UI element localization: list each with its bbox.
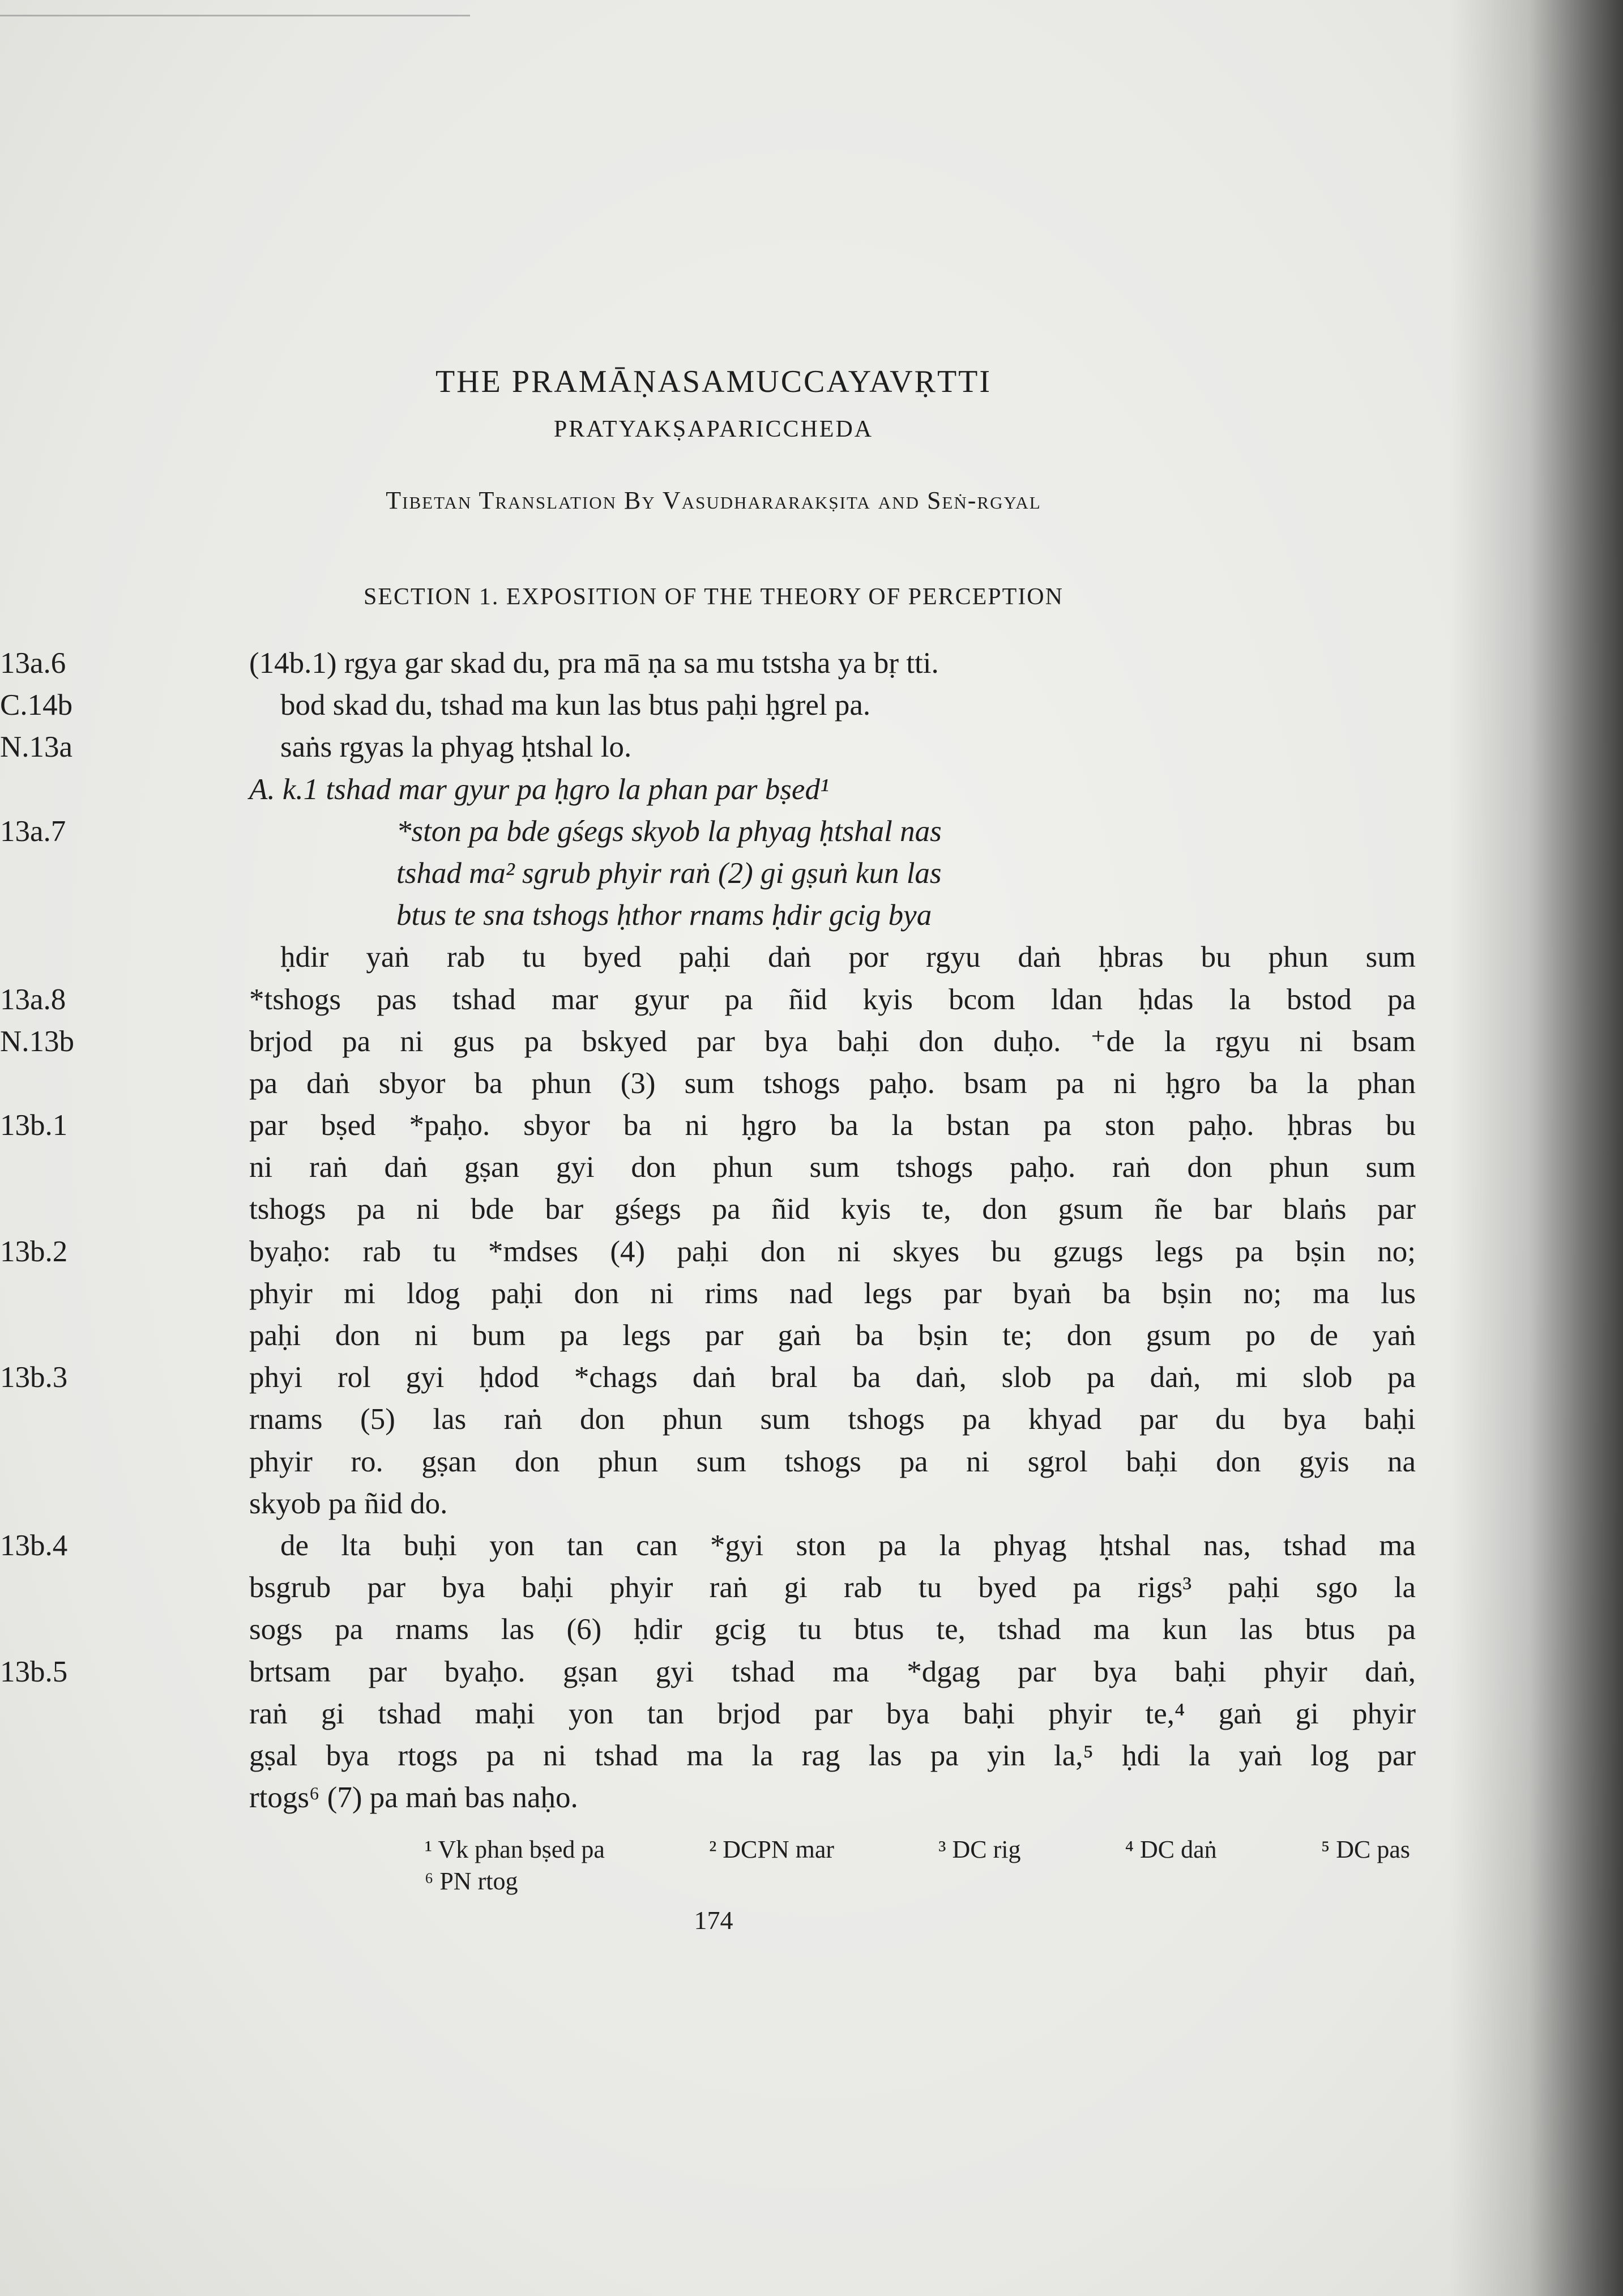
margin-reference: 13b.5 [0,1655,68,1688]
page-number: 174 [694,1906,733,1935]
page-subtitle: PRATYAKṢAPARICCHEDA [553,416,874,442]
line-text: btus te sna tshogs ḥthor rnams ḥdir gcig bya [396,899,932,932]
line-text: tshogs pa ni bde bar gśegs pa ñid kyis te, don gsum ñe bar blaṅs par [249,1193,1416,1226]
text-line [0,684,1416,726]
text-line [0,1651,1416,1693]
footnote: ⁵ DC pas [1321,1836,1410,1863]
text-line [249,1735,1416,1777]
text-line [0,642,1416,684]
footnotes [425,1834,1410,1897]
text-line [249,1315,1416,1356]
page-title: THE PRAMĀṆASAMUCCAYAVṚTTI [435,364,992,399]
line-text: rtogs⁶ (7) pa maṅ bas naḥo. [249,1781,578,1815]
text-line [0,1356,1416,1398]
footnote: ¹ Vk phan bṣed pa [425,1836,605,1863]
line-text: saṅs rgyas la phyag ḥtshal lo. [280,731,632,764]
text-line [249,1483,1416,1525]
line-text: (14b.1) rgya gar skad du, pra mā ṇa sa mu tstsha ya bṛ tti. [249,647,939,680]
text-line [249,1188,1416,1230]
line-text: brjod pa ni gus pa bskyed par bya baḥi don duḥo. ⁺de la rgyu ni bsam [249,1025,1416,1058]
line-text: A. k.1 tshad mar gyur pa ḥgro la phan par bṣed¹ [249,773,829,806]
margin-reference: 13b.1 [0,1109,68,1142]
line-text: paḥi don ni bum pa legs par gaṅ ba bṣin te; don gsum po de yaṅ [249,1319,1416,1352]
text-line [0,1104,1416,1146]
margin-reference: N.13a [0,731,73,764]
line-text: brtsam par byaḥo. gṣan gyi tshad ma *dgag par bya baḥi phyir daṅ, [249,1655,1416,1688]
line-text: rnams (5) las raṅ don phun sum tshogs pa khyad par du bya baḥi [249,1403,1416,1436]
margin-reference: 13b.4 [0,1529,68,1562]
line-text: sogs pa rnams las (6) ḥdir gcig tu btus te, tshad ma kun las btus pa [249,1613,1416,1646]
line-text: byaḥo: rab tu *mdses (4) paḥi don ni skyes bu gzugs legs pa bṣin no; [249,1235,1416,1268]
text-line [0,726,1416,768]
line-text: *tshogs pas tshad mar gyur pa ñid kyis bcom ldan ḥdas la bstod pa [249,983,1416,1016]
line-text: *ston pa bde gśegs skyob la phyag ḥtshal nas [396,814,942,848]
footnote: ⁶ PN rtog [425,1867,518,1895]
text-line [249,1777,1416,1819]
top-rule [0,15,470,16]
line-text: pa daṅ sbyor ba phun (3) sum tshogs paḥo. bsam pa ni ḥgro ba la phan [249,1066,1416,1100]
text-line [249,936,1416,978]
text-line [0,810,1416,852]
text-line [249,1146,1416,1188]
line-text: skyob pa ñid do. [249,1487,448,1520]
line-text: ḥdir yaṅ rab tu byed paḥi daṅ por rgyu daṅ ḥbras bu phun sum [280,941,1416,974]
margin-reference: 13b.2 [0,1235,68,1268]
line-text: tshad ma² sgrub phyir raṅ (2) gi gṣuṅ kun las [396,856,942,890]
text-line [249,1062,1416,1104]
text-body [0,642,1416,1819]
line-text: raṅ gi tshad maḥi yon tan brjod par bya baḥi phyir te,⁴ gaṅ gi phyir [249,1697,1416,1730]
line-text: ni raṅ daṅ gṣan gyi don phun sum tshogs paḥo. raṅ don phun sum [249,1151,1416,1184]
margin-reference: C.14b [0,689,73,722]
line-text: gṣal bya rtogs pa ni tshad ma la rag las pa yin la,⁵ ḥdi la yaṅ log par [249,1739,1416,1772]
text-line [249,1693,1416,1735]
text-line [0,979,1416,1021]
text-line [249,1567,1416,1608]
text-line [249,1273,1416,1315]
line-text: phyir mi ldog paḥi don ni rims nad legs par byaṅ ba bṣin no; ma lus [249,1277,1416,1310]
text-line [249,1441,1416,1483]
text-line [249,852,1416,894]
text-line [0,1525,1416,1567]
text-line [249,1398,1416,1440]
margin-reference: 13b.3 [0,1361,68,1394]
line-text: bsgrub par bya baḥi phyir raṅ gi rab tu byed pa rigs³ paḥi sgo la [249,1571,1416,1604]
line-text: de lta buḥi yon tan can *gyi ston pa la phyag ḥtshal nas, tshad ma [280,1529,1416,1562]
footnote-row [425,1834,1410,1866]
section-heading: SECTION 1. EXPOSITION OF THE THEORY OF PERCEPTION [364,584,1064,610]
line-text: phyir ro. gṣan don phun sum tshogs pa ni sgrol baḥi don gyis na [249,1445,1416,1478]
text-line [0,1231,1416,1273]
text-line [249,894,1416,936]
translation-credit: Tibetan Translation By Vasudhararakṣita and Seṅ-rgyal [386,486,1041,514]
footnote: ² DCPN mar [709,1836,835,1863]
footnote: ⁴ DC daṅ [1125,1836,1217,1863]
text-line [249,769,1416,810]
footnote: ³ DC rig [938,1836,1021,1863]
line-text: par bṣed *paḥo. sbyor ba ni ḥgro ba la bstan pa ston paḥo. ḥbras bu [249,1109,1416,1142]
line-text: bod skad du, tshad ma kun las btus paḥi ḥgrel pa. [280,689,871,722]
text-line [249,1608,1416,1650]
text-line [0,1021,1416,1062]
line-text: phyi rol gyi ḥdod *chags daṅ bral ba daṅ, slob pa daṅ, mi slob pa [249,1361,1416,1394]
margin-reference: 13a.8 [0,983,66,1016]
margin-reference: 13a.7 [0,814,66,848]
margin-reference: 13a.6 [0,647,66,680]
margin-reference: N.13b [0,1025,75,1058]
